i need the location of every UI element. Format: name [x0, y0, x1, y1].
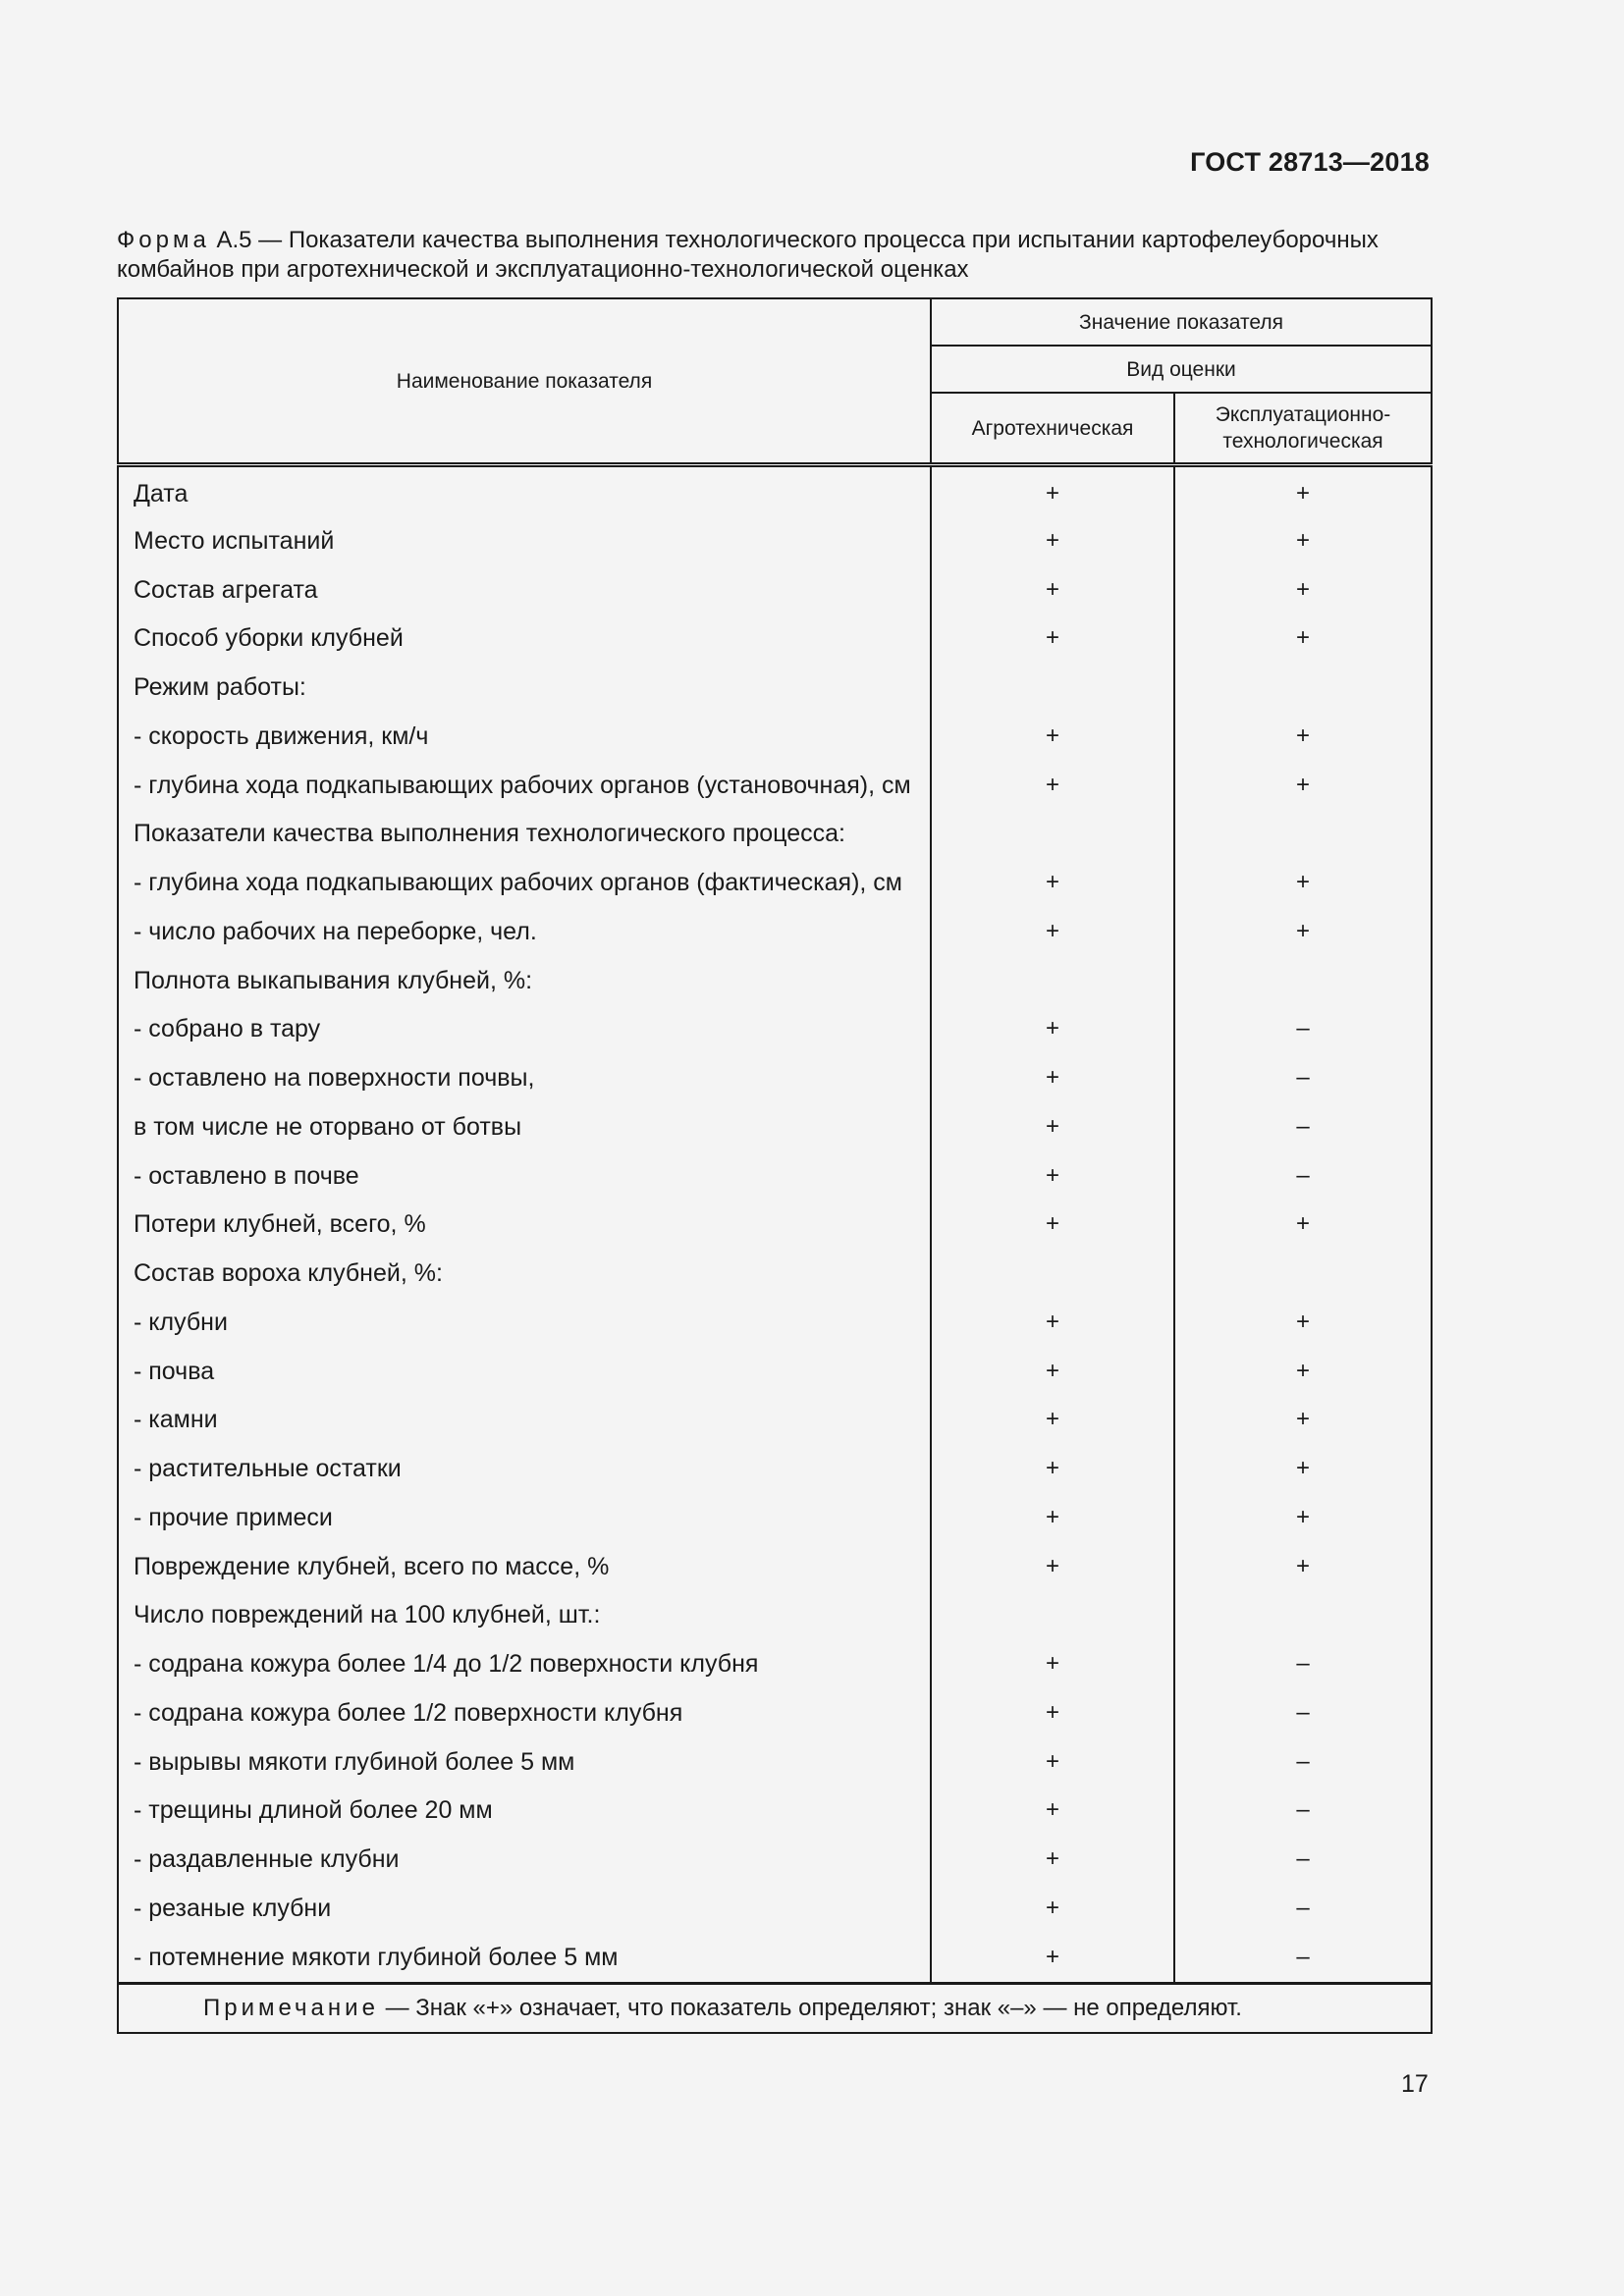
row-name: - камни: [118, 1396, 931, 1445]
table-row: [118, 1591, 1432, 1640]
row-expl-mark: –: [1174, 1688, 1432, 1737]
row-agro-mark: +: [931, 465, 1174, 517]
row-name: Режим работы:: [118, 663, 931, 712]
column-header-agro: Агротехническая: [931, 393, 1174, 465]
row-name: - потемнение мякоти глубиной более 5 мм: [118, 1933, 931, 1983]
table-row: [118, 810, 1432, 859]
row-agro-mark: +: [931, 1542, 1174, 1591]
row-agro-mark: [931, 663, 1174, 712]
row-expl-mark: +: [1174, 565, 1432, 614]
table-row: [118, 614, 1432, 664]
row-name: Полнота выкапывания клубней, %:: [118, 956, 931, 1005]
row-expl-mark: [1174, 810, 1432, 859]
row-expl-mark: +: [1174, 1444, 1432, 1493]
note-label: Примечание: [203, 1994, 379, 2021]
table-row: [118, 663, 1432, 712]
row-name: - собрано в тару: [118, 1005, 931, 1054]
column-header-kind: Вид оценки: [931, 346, 1432, 393]
row-name: Число повреждений на 100 клубней, шт.:: [118, 1591, 931, 1640]
table-row: [118, 1298, 1432, 1347]
row-name: Потери клубней, всего, %: [118, 1201, 931, 1250]
row-agro-mark: +: [931, 1737, 1174, 1787]
table-row: [118, 1053, 1432, 1102]
row-name: - резаные клубни: [118, 1884, 931, 1933]
row-agro-mark: +: [931, 761, 1174, 810]
row-agro-mark: [931, 1249, 1174, 1298]
row-name: - клубни: [118, 1298, 931, 1347]
row-name: в том числе не оторвано от ботвы: [118, 1102, 931, 1151]
table-row: [118, 761, 1432, 810]
row-agro-mark: +: [931, 1347, 1174, 1396]
row-name: - почва: [118, 1347, 931, 1396]
row-expl-mark: [1174, 663, 1432, 712]
table-row: [118, 858, 1432, 907]
column-header-expl: [1174, 393, 1432, 465]
page-number: 17: [1401, 2070, 1429, 2098]
row-expl-mark: –: [1174, 1933, 1432, 1983]
row-name: Способ уборки клубней: [118, 614, 931, 664]
row-name: Повреждение клубней, всего по массе, %: [118, 1542, 931, 1591]
row-name: Показатели качества выполнения технологического процесса:: [118, 810, 931, 859]
table-row: [118, 1933, 1432, 1983]
row-agro-mark: +: [931, 1639, 1174, 1688]
row-agro-mark: +: [931, 1493, 1174, 1542]
table-row: [118, 565, 1432, 614]
row-agro-mark: +: [931, 1201, 1174, 1250]
row-expl-mark: +: [1174, 1493, 1432, 1542]
row-agro-mark: +: [931, 1005, 1174, 1054]
row-agro-mark: +: [931, 1933, 1174, 1983]
row-name: - трещины длиной более 20 мм: [118, 1787, 931, 1836]
note-text: — Знак «+» означает, что показатель определяют; знак «–» — не определяют.: [378, 1994, 1242, 2021]
standard-number: ГОСТ 28713—2018: [1190, 147, 1430, 177]
row-expl-mark: [1174, 1249, 1432, 1298]
table-header: [118, 298, 1432, 465]
table-row: [118, 1444, 1432, 1493]
table-row: [118, 1493, 1432, 1542]
row-expl-mark: [1174, 956, 1432, 1005]
table-row: [118, 1884, 1432, 1933]
table-row: [118, 712, 1432, 761]
table-row: [118, 1201, 1432, 1250]
row-expl-mark: –: [1174, 1787, 1432, 1836]
row-expl-mark: –: [1174, 1151, 1432, 1201]
table-row: [118, 1737, 1432, 1787]
row-agro-mark: +: [931, 1688, 1174, 1737]
row-agro-mark: +: [931, 1884, 1174, 1933]
form-caption: [117, 226, 1431, 285]
row-expl-mark: +: [1174, 516, 1432, 565]
row-agro-mark: +: [931, 1396, 1174, 1445]
row-name: - скорость движения, км/ч: [118, 712, 931, 761]
row-agro-mark: +: [931, 1298, 1174, 1347]
row-name: - глубина хода подкапывающих рабочих органов (установочная), см: [118, 761, 931, 810]
row-expl-mark: –: [1174, 1005, 1432, 1054]
table-row: [118, 956, 1432, 1005]
row-expl-mark: +: [1174, 761, 1432, 810]
row-expl-mark: +: [1174, 1542, 1432, 1591]
table-row: [118, 1787, 1432, 1836]
table-row: [118, 1688, 1432, 1737]
row-expl-mark: +: [1174, 712, 1432, 761]
row-name: - растительные остатки: [118, 1444, 931, 1493]
table-row: [118, 1005, 1432, 1054]
table-row: [118, 1249, 1432, 1298]
row-agro-mark: +: [931, 1053, 1174, 1102]
table-row: [118, 1542, 1432, 1591]
row-expl-mark: +: [1174, 1201, 1432, 1250]
row-name: - содрана кожура более 1/2 поверхности клубня: [118, 1688, 931, 1737]
table-row: [118, 516, 1432, 565]
form-caption-prefix: Форма: [117, 227, 210, 253]
column-header-value: Значение показателя: [931, 298, 1432, 346]
row-expl-mark: +: [1174, 1396, 1432, 1445]
row-agro-mark: [931, 810, 1174, 859]
row-agro-mark: +: [931, 712, 1174, 761]
row-name: - глубина хода подкапывающих рабочих органов (фактическая), см: [118, 858, 931, 907]
row-name: - прочие примеси: [118, 1493, 931, 1542]
row-name: - раздавленные клубни: [118, 1835, 931, 1884]
table-row: [118, 907, 1432, 956]
row-agro-mark: +: [931, 907, 1174, 956]
column-header-expl-line1: Эксплуатационно-: [1215, 403, 1391, 426]
row-agro-mark: [931, 956, 1174, 1005]
row-name: - содрана кожура более 1/4 до 1/2 поверхности клубня: [118, 1639, 931, 1688]
table-row: [118, 1151, 1432, 1201]
row-agro-mark: +: [931, 516, 1174, 565]
column-header-name: Наименование показателя: [118, 298, 931, 465]
row-name: - вырывы мякоти глубиной более 5 мм: [118, 1737, 931, 1787]
row-agro-mark: +: [931, 1151, 1174, 1201]
row-expl-mark: –: [1174, 1737, 1432, 1787]
table-row: [118, 1396, 1432, 1445]
row-name: - оставлено на поверхности почвы,: [118, 1053, 931, 1102]
row-name: Состав вороха клубней, %:: [118, 1249, 931, 1298]
row-expl-mark: +: [1174, 858, 1432, 907]
row-agro-mark: +: [931, 858, 1174, 907]
row-name: Состав агрегата: [118, 565, 931, 614]
indicators-table: [117, 297, 1433, 2034]
row-expl-mark: –: [1174, 1884, 1432, 1933]
row-expl-mark: +: [1174, 614, 1432, 664]
row-agro-mark: +: [931, 614, 1174, 664]
row-expl-mark: [1174, 1591, 1432, 1640]
row-agro-mark: +: [931, 1835, 1174, 1884]
table-row: [118, 1347, 1432, 1396]
form-caption-text: А.5 — Показатели качества выполнения технологического процесса при испытании картофелеуборочных комбайнов при агротехнической и эксплуатационно-технологической оценках: [117, 227, 1379, 283]
row-agro-mark: +: [931, 1444, 1174, 1493]
row-expl-mark: –: [1174, 1835, 1432, 1884]
row-expl-mark: –: [1174, 1053, 1432, 1102]
row-expl-mark: +: [1174, 1347, 1432, 1396]
row-expl-mark: –: [1174, 1639, 1432, 1688]
table-row: [118, 1102, 1432, 1151]
row-expl-mark: +: [1174, 1298, 1432, 1347]
row-expl-mark: +: [1174, 465, 1432, 517]
row-name: Место испытаний: [118, 516, 931, 565]
row-expl-mark: +: [1174, 907, 1432, 956]
table-row: [118, 1639, 1432, 1688]
table-body: [118, 465, 1432, 1984]
column-header-expl-line2: технологическая: [1222, 430, 1383, 453]
row-name: Дата: [118, 465, 931, 517]
row-expl-mark: –: [1174, 1102, 1432, 1151]
row-name: - число рабочих на переборке, чел.: [118, 907, 931, 956]
row-agro-mark: [931, 1591, 1174, 1640]
row-name: - оставлено в почве: [118, 1151, 931, 1201]
table-note: [118, 1983, 1432, 2033]
row-agro-mark: +: [931, 1102, 1174, 1151]
table-row: [118, 465, 1432, 517]
row-agro-mark: +: [931, 565, 1174, 614]
table-row: [118, 1835, 1432, 1884]
row-agro-mark: +: [931, 1787, 1174, 1836]
